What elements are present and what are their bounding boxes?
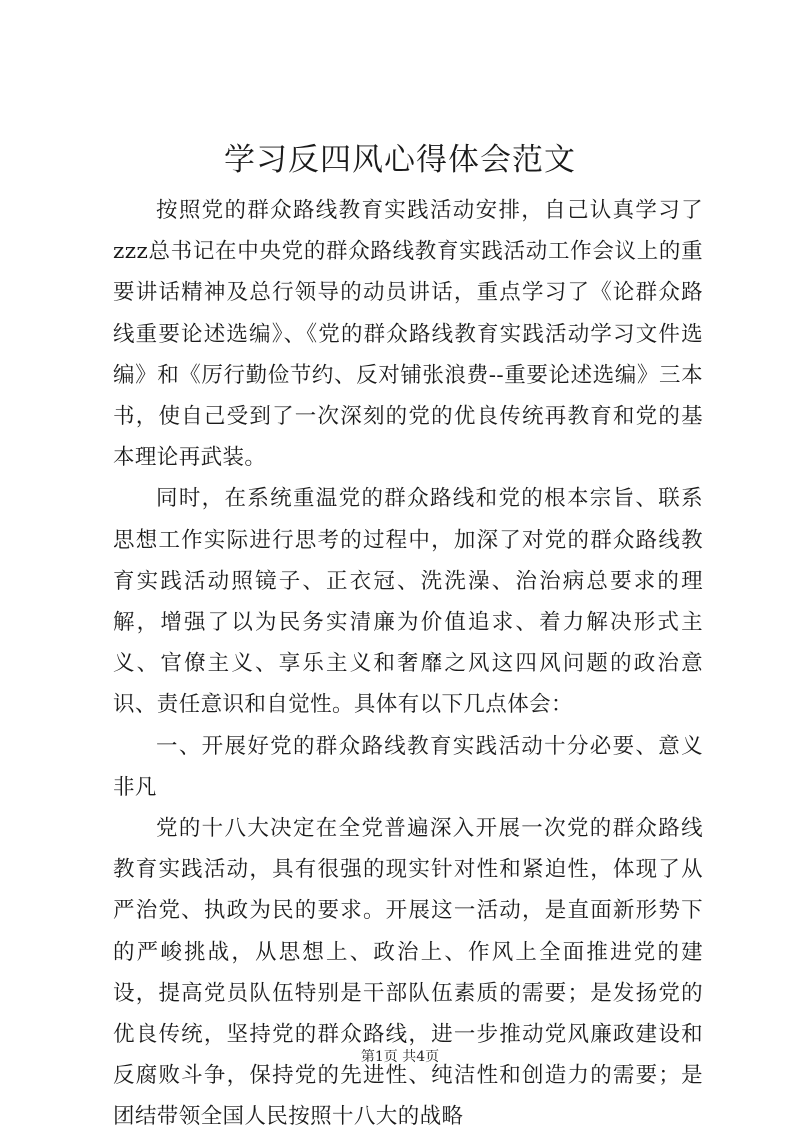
- page-footer: 第1页 共4页: [360, 1049, 440, 1065]
- document-title: 学习反四风心得体会范文: [224, 142, 576, 178]
- paragraph-reflection: 同时，在系统重温党的群众路线和党的根本宗旨、联系思想工作实际进行思考的过程中，加深了对党的群众路线教育实践活动照镜子、正衣冠、洗洗澡、治治病总要求的理解，增强了以为民务实清廉为价值追求、着力解决形式主义、官僚主义、享乐主义和奢靡之风这四风问题的政治意识、责任意识和自觉性。具体有以下几点体会：: [113, 486, 703, 718]
- paragraph-intro: 按照党的群众路线教育实践活动安排，自己认真学习了zzz总书记在中央党的群众路线教育实践活动工作会议上的重要讲话精神及总行领导的动员讲话，重点学习了《论群众路线重要论述选编》、《党的群众路线教育实践活动学习文件选编》和《厉行勤俭节约、反对铺张浪费--重要论述选编》三本书，使自己受到了一次深刻的党的优良传统再教育和党的基本理论再武装。: [113, 198, 703, 471]
- paragraph-section-1: 党的十八大决定在全党普遍深入开展一次党的群众路线教育实践活动，具有很强的现实针对性和紧迫性，体现了从严治党、执政为民的要求。开展这一活动，是直面新形势下的严峻挑战，从思想上、政治上、作风上全面推进党的建设，提高党员队伍特别是干部队伍素质的需要；是发扬党的优良传统，坚持党的群众路线，进一步推动党风廉政建设和反腐败斗争，保持党的先进性、纯洁性和创造力的需要；是团结带领全国人民按照十八大的战略: [113, 816, 703, 1130]
- section-heading-1: 一、开展好党的群众路线教育实践活动十分必要、意义非凡: [113, 733, 703, 800]
- document-body: [113, 190, 703, 1138]
